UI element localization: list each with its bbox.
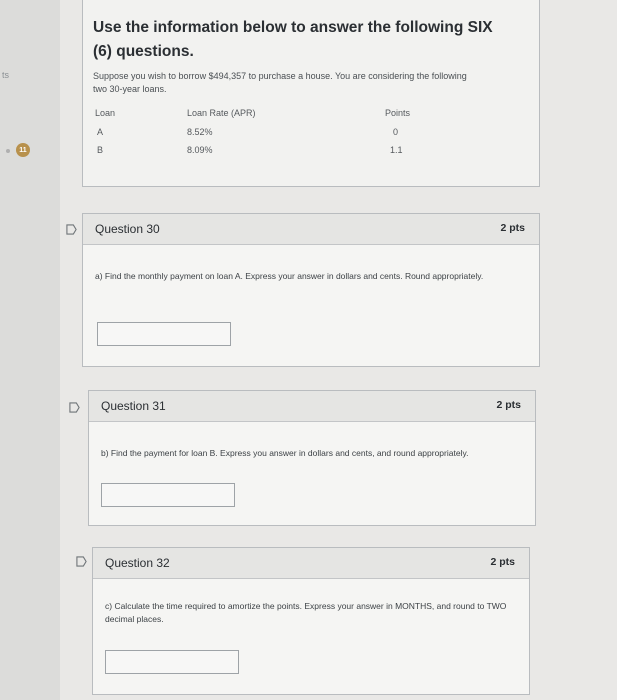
flag-question-icon[interactable] <box>69 402 80 413</box>
edge-label: ts <box>2 70 10 80</box>
question-card <box>88 390 536 526</box>
question-title: Question 32 <box>105 556 170 570</box>
answer-input[interactable] <box>105 650 239 674</box>
question-points: 2 pts <box>500 222 525 234</box>
question-points: 2 pts <box>490 556 515 568</box>
question-points: 2 pts <box>496 399 521 411</box>
loan-a-rate: 8.52% <box>187 127 213 137</box>
rate-col-header: Loan Rate (APR) <box>187 108 256 118</box>
intro-title: Use the information below to answer the following SIX (6) questions. <box>93 19 493 60</box>
intro-card <box>82 0 540 187</box>
question-header <box>93 548 529 579</box>
question-header <box>89 391 535 422</box>
flag-question-icon[interactable] <box>66 224 77 235</box>
question-header <box>83 214 539 245</box>
answer-input[interactable] <box>101 483 235 507</box>
left-gutter <box>0 0 60 700</box>
question-text: c) Calculate the time required to amortize the points. Express your answer in MONTHS, and round to TWO decimal places. <box>105 601 507 624</box>
flag-question-icon[interactable] <box>76 556 87 567</box>
question-title: Question 31 <box>101 399 166 413</box>
loan-a-name: A <box>97 127 104 137</box>
question-text: b) Find the payment for loan B. Express you answer in dollars and cents, and round appropriately. <box>101 448 469 458</box>
answer-input[interactable] <box>97 322 231 346</box>
loan-col-header: Loan <box>95 108 116 118</box>
loan-a-points: 0 <box>393 127 399 137</box>
points-col-header: Points <box>385 108 411 118</box>
loan-b-rate: 8.09% <box>187 145 213 155</box>
intro-text: Suppose you wish to borrow $494,357 to purchase a house. You are considering the following two 30-year loans. <box>93 71 467 94</box>
question-count-badge[interactable]: 11 <box>16 143 30 157</box>
question-card <box>82 213 540 367</box>
question-text: a) Find the monthly payment on loan A. Express your answer in dollars and cents. Round appropriately. <box>95 271 484 281</box>
nav-dot <box>6 149 10 153</box>
loan-b-points: 1.1 <box>390 145 403 155</box>
loan-b-name: B <box>97 145 104 155</box>
question-title: Question 30 <box>95 222 160 236</box>
question-card <box>92 547 530 695</box>
